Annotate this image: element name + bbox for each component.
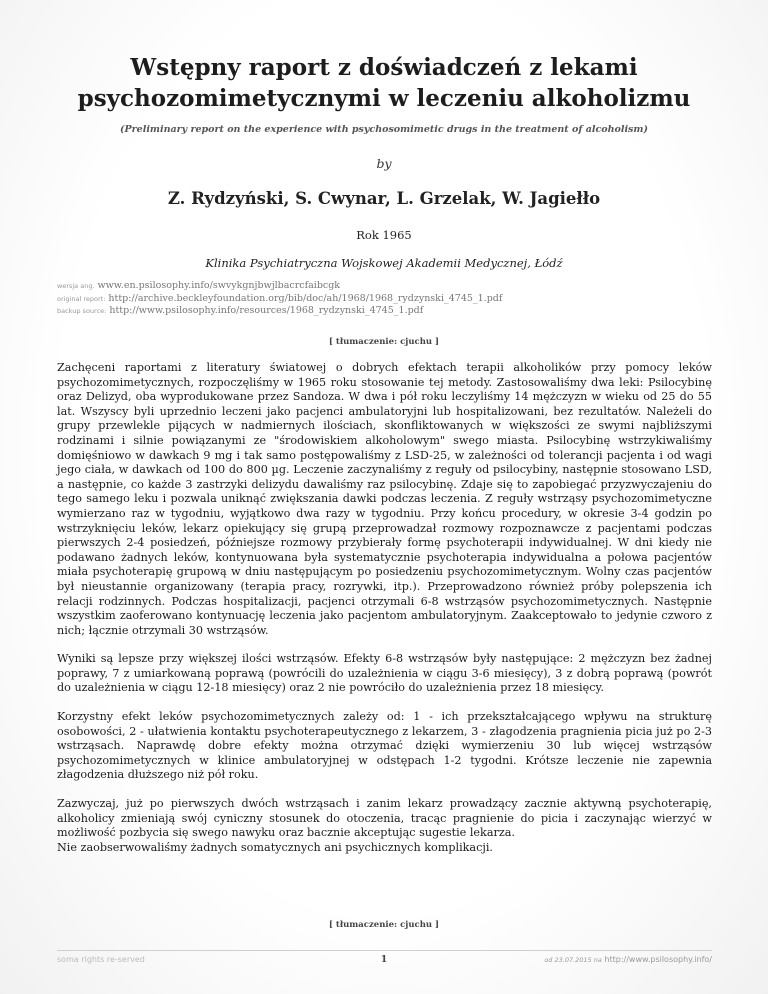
translation-note-bottom: [ tłumaczenie: cjuchu ] (328, 920, 440, 930)
body-text (57, 361, 712, 869)
footer-rights: soma rights re-served (57, 955, 145, 964)
final-line: Nie zaobserwowaliśmy żadnych somatycznych ani psychicznych komplikacji. (57, 840, 493, 854)
paragraph-4: Zazwyczaj, już po pierwszych dwóch wstrząsach i zanim lekarz prowadzący zacznie aktywną psychoterapię, alkoholicy zmieniają swój cyniczny stosunek do otoczenia, tracąc pragnienie do picia i zaczynając wierzyć w możliwość pozbycia się swego nawyku oraz bacznie akceptując sugestie lekarza. (57, 797, 712, 840)
by-label: by (376, 156, 392, 171)
source-link[interactable]: http://www.psilosophy.info/resources/1968_rydzynski_4745_1.pdf (109, 305, 424, 316)
source-label: backup source: (57, 307, 107, 315)
english-subtitle: (Preliminary report on the experience with psychosomimetic drugs in the treatment of alcoholism) (120, 124, 648, 135)
paragraph-3: Korzystny efekt leków psychozomimetycznych zależy od: 1 - ich przekształcającego wpływu na strukturę osobowości, 2 - ułatwienia kontaktu psychoterapeutycznego z lekarzem, 3 - złagodzenia pragnienia picia już po 2-3 wstrząsach. Naprawdę dobre efekty można otrzymać dzięki wymierzeniu 30 lub więcej wstrząsów psychozomimetycznych w klinice ambulatoryjnej w odstępach 1-2 tygodni. Krótsze leczenie nie zapewnia złagodzenia dłuższego niż pół roku. (57, 710, 712, 782)
source-label: original report: (57, 294, 106, 303)
source-link[interactable]: http://archive.beckleyfoundation.org/bib/doc/ah/1968/1968_rydzynski_4745_1.pdf (108, 292, 503, 304)
source-backup (57, 305, 502, 318)
paragraph-2: Wyniki są lepsze przy większej ilości wstrząsów. Efekty 6-8 wstrząsów były następujące: 2 mężczyzn bez żadnej poprawy, 7 z umiarkowaną poprawą (powrócili do uzależnienia w ciągu 3-6 miesięcy), 3 z dobrą poprawą (powrót do uzależnienia w ciągu 12-18 miesięcy) oraz 2 nie powróciło do uzależnienia przez 18 miesięcy. (57, 652, 712, 695)
source-original-report (57, 293, 502, 306)
source-links (57, 280, 502, 318)
title-line-1: Wstępny raport z doświadczeń z lekami (130, 54, 638, 81)
paragraph-1: Zachęceni raportami z literatury światowej o dobrych efektach terapii alkoholików przy pomocy leków psychozomimetycznych, rozpoczęliśmy w 1965 roku stosowanie tej metody. Zastosowaliśmy dwa leki: Psilocybinę oraz Delizyd, oba wyprodukowane przez Sandoza. W dwa i pół roku leczyliśmy 14 mężczyzn w wieku od 25 do 55 lat. Wszyscy byli uprzednio leczeni jako pacjenci ambulatoryjni lub hospitalizowani, bez rezultatów. Należeli do grupy przewlekle pijących w nadmiernych ilościach, skonfliktowanych w większości ze swymi najbliższymi rodzinami i silnie powiązanymi ze "środowiskiem alkoholowym" swego miasta. Psilocybinę wstrzykiwaliśmy domięśniowo w dawkach 9 mg i tak samo postępowaliśmy z LSD-25, w zależności od tolerancji pacjenta i od wagi jego ciała, w dawkach od 100 do 800 µg. Leczenie zaczynaliśmy z reguły od psilocybiny, następnie stosowano LSD, a następnie, co każde 3 zastrzyki delizydu dawaliśmy raz psilocybinę. Zdaje się to zapobiegać przyzwyczajeniu do tego samego leku i pozwala uniknąć zwiększania dawki podczas leczenia. Z reguły wstrząsy psychozomimetyczne wymierzano raz w tygodniu, wyjątkowo dwa razy w tygodniu. Przy końcu procedury, w okresie 3-4 godzin po wstrzyknięciu leków, lekarz opiekujący się grupą przeprowadzał rozmowy rozpoznawcze z pacjentami podczas pierwszych 2-4 posiedzeń, późniejsze rozmowy przybierały formę psychoterapii indywidualnej. W dni kiedy nie podawano żadnych leków, kontynuowana była systematycznie psychoterapia indywidualna a połowa pacjentów miała psychoterapię grupową w dniu następującym po posiedzeniu psychozomimetycznym. Wolny czas pacjentów był nieustannie organizowany (terapia pracy, rozrywki, itp.). Przeprowadzono również próby polepszenia ich relacji rodzinnych. Podczas hospitalizacji, pacjenci otrzymali 6-8 wstrząsów psychozomimetycznych. Następnie wszystkim zaoferowano kontynuację leczenia jako pacjentom ambulatoryjnym. Zaakceptowało to jedynie czworo z nich; łącznie otrzymali 30 wstrząsów. (57, 361, 712, 637)
source-link[interactable]: www.en.psilosophy.info/swvykgnjbwjlbacrcfaibcgk (97, 280, 341, 291)
translation-note-top: [ tłumaczenie: cjuchu ] (328, 337, 440, 347)
page-number: 1 (380, 954, 388, 965)
title-line-2: psychozomimetycznymi w leczeniu alkoholizmu (77, 85, 691, 112)
source-label: wersja ang. (57, 282, 95, 290)
footer-url[interactable]: http://www.psilosophy.info/ (604, 955, 712, 964)
footer-source (544, 955, 712, 964)
authors: Z. Rydzyński, S. Cwynar, L. Grzelak, W. Jagiełło (167, 189, 601, 208)
footer-date: od 23.07.2015 na (544, 956, 602, 964)
source-english-version (57, 280, 502, 293)
footer-divider (57, 950, 712, 951)
document-title (60, 52, 708, 114)
clinic-affiliation: Klinika Psychiatryczna Wojskowej Akademii Medycznej, Łódź (205, 256, 563, 270)
year: Rok 1965 (356, 228, 412, 242)
